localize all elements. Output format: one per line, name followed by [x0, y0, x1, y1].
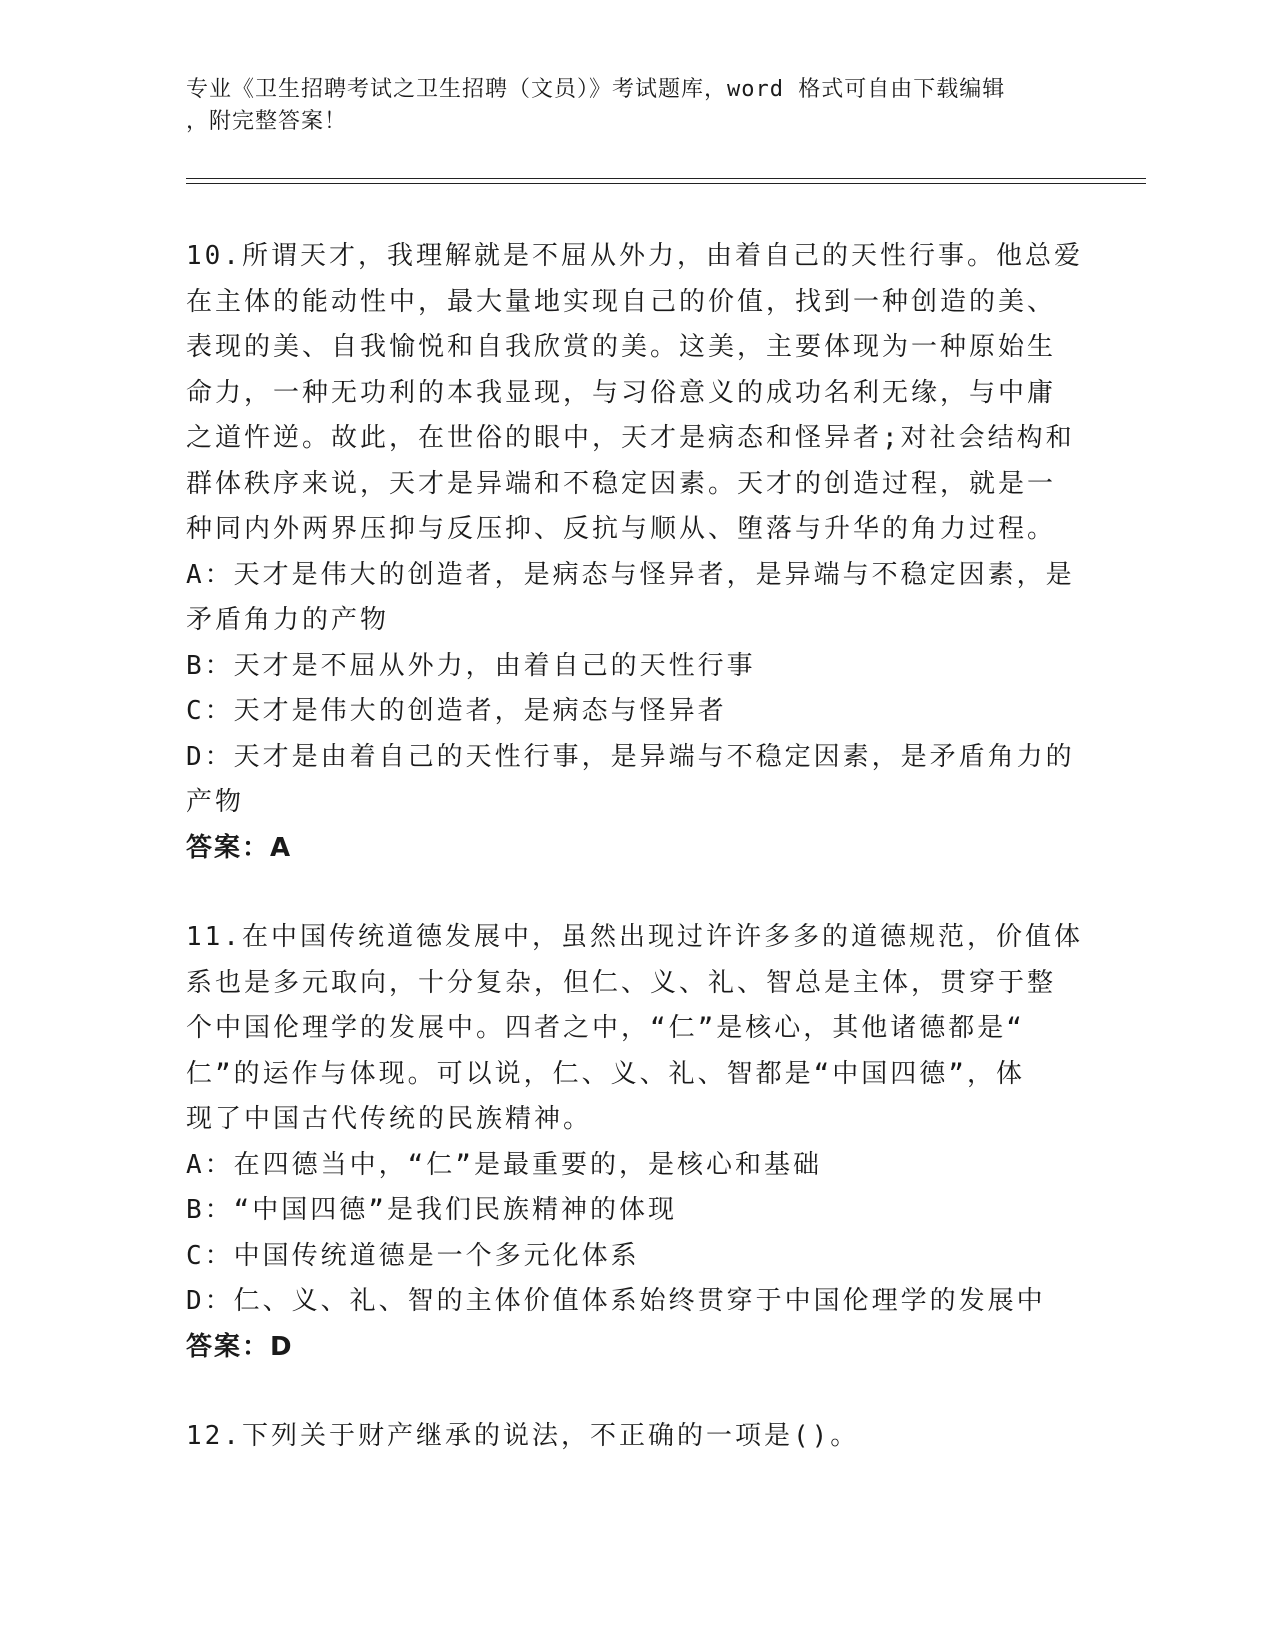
- question-stem-line: 之道忤逆。故此，在世俗的眼中，天才是病态和怪异者;对社会结构和: [186, 423, 1075, 453]
- option-c-line: C：天才是伟大的创造者，是病态与怪异者: [186, 696, 727, 726]
- option-d-line: 产物: [186, 787, 245, 817]
- question-10: [186, 234, 1086, 871]
- option-d-line: D：天才是由着自己的天性行事，是异端与不稳定因素，是矛盾角力的: [186, 741, 1075, 772]
- answer-label: 答案：A: [186, 832, 293, 863]
- option-b-line: B：天才是不屈从外力，由着自己的天性行事: [186, 650, 756, 681]
- question-stem-line: 在主体的能动性中，最大量地实现自己的价值，找到一种创造的美、: [186, 286, 1057, 317]
- header-line: 专业《卫生招聘考试之卫生招聘（文员）》考试题库，word 格式可自由下载编辑: [186, 77, 1006, 102]
- header-line: ，附完整答案！: [186, 109, 348, 134]
- option-a-line: A：在四德当中，“仁”是最重要的，是核心和基础: [186, 1149, 822, 1180]
- question-spacer: [186, 1370, 1086, 1414]
- question-list: [186, 234, 1086, 1460]
- question-stem-line: 个中国伦理学的发展中。四者之中，“仁”是核心，其他诸德都是“: [186, 1013, 1025, 1043]
- question-stem-line: 系也是多元取向，十分复杂，但仁、义、礼、智总是主体，贯穿于整: [186, 967, 1057, 998]
- option-a-line: A：天才是伟大的创造者，是病态与怪异者，是异端与不稳定因素，是: [186, 559, 1075, 590]
- question-stem-line: 11.在中国传统道德发展中，虽然出现过许许多多的道德规范，价值体: [186, 922, 1083, 952]
- document-header: [186, 74, 1066, 138]
- header-divider: [186, 178, 1146, 179]
- option-b-line: B：“中国四德”是我们民族精神的体现: [186, 1195, 677, 1225]
- answer-label: 答案：D: [186, 1331, 294, 1362]
- question-stem-line: 种同内外两界压抑与反压抑、反抗与顺从、堕落与升华的角力过程。: [186, 514, 1057, 544]
- option-c-line: C：中国传统道德是一个多元化体系: [186, 1240, 640, 1271]
- question-12: [186, 1414, 1086, 1460]
- question-stem-line: 10.所谓天才，我理解就是不屈从外力，由着自己的天性行事。他总爱: [186, 241, 1083, 271]
- header-divider: [186, 183, 1146, 184]
- question-stem-line: 仁”的运作与体现。可以说，仁、义、礼、智都是“中国四德”，体: [186, 1058, 1025, 1089]
- option-d-line: D：仁、义、礼、智的主体价值体系始终贯穿于中国伦理学的发展中: [186, 1286, 1046, 1316]
- option-a-line: 矛盾角力的产物: [186, 605, 390, 635]
- question-stem-line: 12.下列关于财产继承的说法，不正确的一项是()。: [186, 1421, 860, 1451]
- question-spacer: [186, 871, 1086, 915]
- question-stem-line: 现了中国古代传统的民族精神。: [186, 1104, 593, 1134]
- question-stem-line: 表现的美、自我愉悦和自我欣赏的美。这美，主要体现为一种原始生: [186, 332, 1057, 362]
- question-stem-line: 命力，一种无功利的本我显现，与习俗意义的成功名利无缘，与中庸: [186, 377, 1057, 408]
- question-stem-line: 群体秩序来说，天才是异端和不稳定因素。天才的创造过程，就是一: [186, 468, 1057, 499]
- question-11: [186, 915, 1086, 1370]
